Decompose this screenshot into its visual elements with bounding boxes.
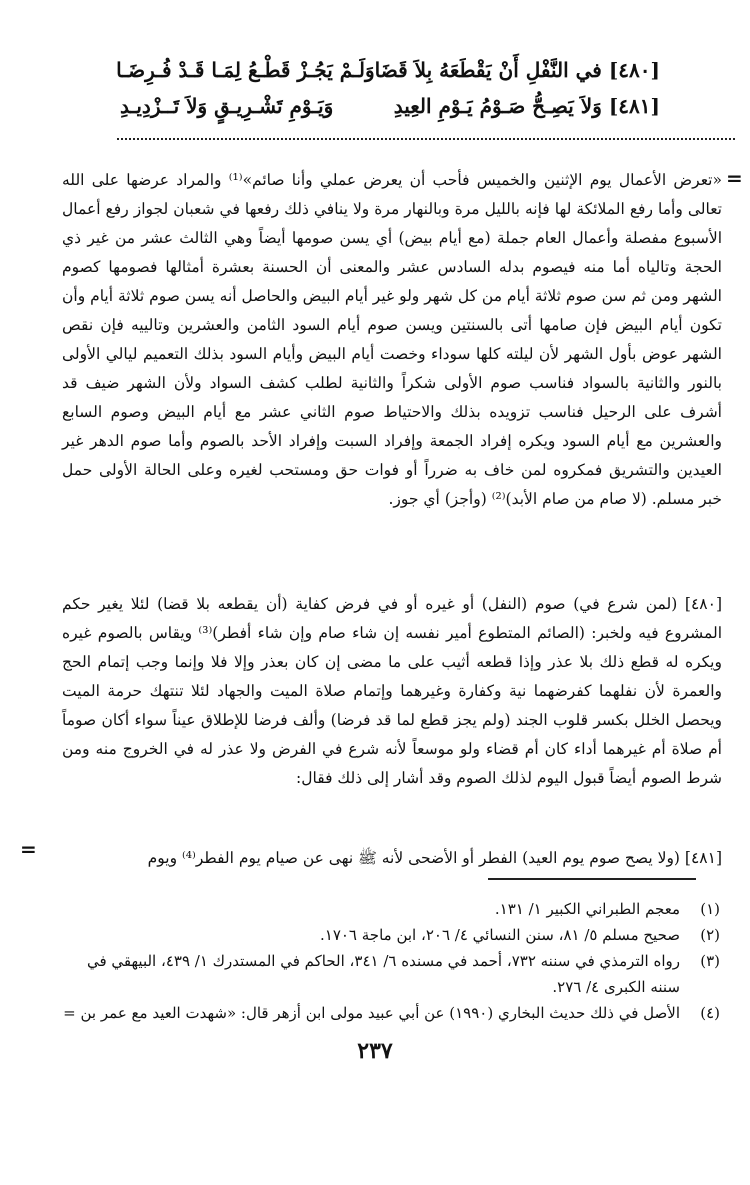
verse-481-second-hemistich: وَيَـوْمِ تَشْـرِيـقٍ وَلاَ تَــزْدِيـدِ <box>120 94 334 118</box>
commentary-paragraph-481 <box>62 844 722 873</box>
footnote-text: صحيح مسلم ٥/ ٨١، سنن النسائي ٤/ ٢٠٦، ابن ماجة ١٧٠٦. <box>319 926 680 944</box>
commentary-paragraph-480 <box>62 590 722 793</box>
verse-480-second-hemistich: وَلَـمْ يَجُـزْ قَطْـعُ لِمَـا قَـدْ فُـرِضَـا <box>116 58 375 82</box>
verse-line-481 <box>120 88 660 124</box>
footnote-text: معجم الطبراني الكبير ١/ ١٣١. <box>494 900 680 918</box>
page-number: ٢٣٧ <box>357 1038 393 1064</box>
footnote-number: (٣) <box>700 952 720 970</box>
commentary-paragraph-1 <box>62 166 722 514</box>
footnote-number: (١) <box>700 900 720 918</box>
dotted-separator <box>117 138 735 140</box>
footnote-1 <box>60 896 720 922</box>
footnote-text: الأصل في ذلك حديث البخاري (١٩٩٠) عن أبي عبيد مولى ابن أزهر قال: «شهدت العيد مع عمر بن = <box>63 1004 680 1022</box>
footnote-number: (٢) <box>700 926 720 944</box>
verse-481-first-hemistich: [٤٨١] وَلاَ يَصِـحُّ صَـوْمُ يَـوْمِ العِيدِ <box>393 94 660 118</box>
footnote-rule <box>488 878 696 880</box>
commentary-text-1: «تعرض الأعمال يوم الإثنين والخميس فأحب أن يعرض عملي وأنا صائم»⁽¹⁾ والمراد عرضها على الله تعالى وأما رفع الملائكة لها فإنه بالليل مرة وبالنهار مرة ولا ينافي ذلك رفعها في شعبان لجواز رفع أعمال الأسبوع مفصلة وأعمال العام جملة (مع أيام بيض) أي يسن صومها أيضاً وهي الثالث عشر من غير ذي الحجة وتالياه أما منه فيصوم بدله السادس عشر والمعنى أن الحسنة بعشرة أمثالها فصومها كصوم الشهر ومن ثم سن صوم ثلاثة أيام من كل شهر ولو غير أيام البيض والحاصل أنه يسن صوم ثلاثة أيام وأن تكون أيام البيض فإن صامها أتى بالسنتين ويسن صوم أيام السود الثامن والعشرين وتالييه فإن نقص الشهر عوض بأول الشهر لأن ليلته كلها سوداء وخصت أيام البيض وأيام السود بذلك التعميم ليالي الأولى بالنور والثانية بالسواد فناسب صوم الأولى شكراً والثانية لطلب كشف السواد ولأن الشهر ضيف قد أشرف على الرحيل فناسب تزويده بذلك والاحتياط صوم الثاني عشر مع أيام البيض وصوم السابع والعشرين مع أيام السود ويكره إفراد الجمعة وإفراد السبت وإفراد الأحد بالصوم وأما صوم الدهر غير العيدين والتشريق فمكروه لمن خاف به ضرراً أو فوات حق ومستحب لغيره وعلى الحالة الأولى حمل خبر مسلم. (لا صام من صام الأبد)⁽²⁾ (وأجز) أي جوز. <box>62 171 722 508</box>
footnote-4 <box>60 1000 720 1026</box>
continuation-mark-top: = <box>726 166 743 190</box>
verse-block <box>116 52 660 124</box>
footnotes <box>60 896 720 1026</box>
commentary-text-480: [٤٨٠] (لمن شرع في) صوم (النفل) أو غيره أو في فرض كفاية (أن يقطعه بلا قضا) لئلا يغير حكم المشروع فيه ولخبر: (الصائم المتطوع أمير نفسه إن شاء صام وإن شاء أفطر)⁽³⁾ ويقاس بالصوم غيره ويكره له قطع ذلك بلا عذر وإذا قطعه أثيب على ما مضى إن كان بعذر وإلا فلا وإنما وجب إتمام الحج والعمرة لأن نفلهما كفرضهما نية وكفارة وغيرهما وإتمام صلاة الميت والجهاد لئلا تنتهك حرمة الميت ويحصل الخلل بكسر قلوب الجند (ولم يجز قطع لما قد فرضا) وألف فرضا للإطلاق عيناً سواء أكان صوماً أم صلاة أم غيرهما أداء كان أم قضاء ولو موسعاً لأنه شرع في الفرض ولا عذر له في الخروج منه ومن شرط الصوم أيضاً قبول اليوم لذلك الصوم وقد أشار إلى ذلك فقال: <box>62 595 722 787</box>
verse-line-480 <box>116 52 660 88</box>
footnote-3 <box>60 948 720 1000</box>
commentary-text-481: [٤٨١] (ولا يصح صوم يوم العيد) الفطر أو الأضحى لأنه ﷺ نهى عن صيام يوم الفطر⁽⁴⁾ ويوم <box>147 849 722 867</box>
continuation-mark-bottom: = <box>20 837 37 861</box>
verse-480-first-hemistich: [٤٨٠] في النَّفْلِ أَنْ يَقْطَعَهُ بِلاَ قَضَا <box>374 58 660 82</box>
footnote-text: رواه الترمذي في سننه ٧٣٢، أحمد في مسنده ٦/ ٣٤١، الحاكم في المستدرك ١/ ٤٣٩، البيهقي في سننه الكبرى ٤/ ٢٧٦. <box>86 952 680 996</box>
footnote-2 <box>60 922 720 948</box>
footnote-number: (٤) <box>700 1004 720 1022</box>
